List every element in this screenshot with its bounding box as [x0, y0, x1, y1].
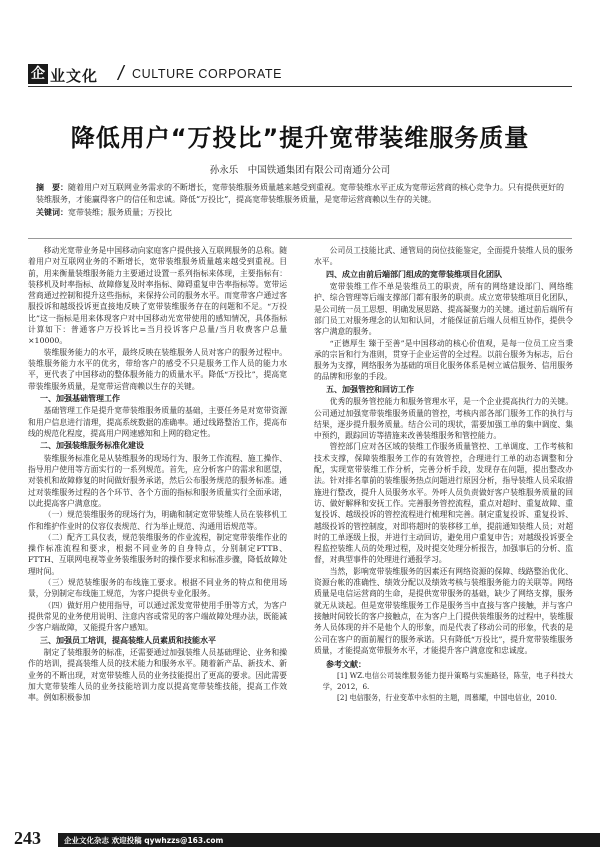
reference-item: [2] 电信服务，行业变革中永恒的主题，周慕耀，中国电信业，2010.: [337, 692, 557, 702]
section-heading: 二、加强装维服务标准化建设: [40, 441, 144, 451]
body-paragraph: “正德厚生 臻于至善”是中国移动的核心价值观，是每一位员工应当秉承的宗旨和行为准则，贯穿于企业运营的全过程。以前台服务为标志，后台服务为支撑，网络服务为基础的项目化服务体系是树立诚信服务、信用服务的品牌和形象的手段。: [314, 338, 573, 382]
abstract-label: 摘 要：: [36, 183, 68, 192]
body-paragraph: 管控部门应对各区域的装维工作服务质量管控、工单调度、工作考核和技术支撑，保障装维服务工作的有效管控，合理进行工单的动态调整和分配，实现宽带装维工作分析，完善分析手段，发现存在问题，提出整改办法。针对排名靠前的装维服务热点问题进行原因分析，指导装维人员采取措施进行整改，提升人员服务水平。外呼人员负责做好客户装维服务质量的回访、做好解释和安抚工作。完善服务管控流程，重点对超时、重复故障、重复投诉、越级投诉的管控流程进行梳理和完善。制定重复投诉、重复投诉、越级投诉的管控制度，对即将超时的装移移工单，提前通知装维人员；对超时的工单逐级上报，并进行主动回访，避免用户重复申告；对越级投诉要全程监控装维人员的处理过程，及时提交处理分析报告，加强事后的分析、监督，对典型事件的处理进行通报学习。: [314, 442, 573, 565]
keywords-line: [36, 207, 564, 219]
references-title: 参考文献：: [326, 660, 366, 670]
body-paragraph: 移动光宽带业务是中国移动向家庭客户提供接入互联网服务的总称。随着用户对互联网业务的不断增长，宽带装维服务质量越来越受到重视。目前，用来衡量装维服务能力主要通过设置一系列指标来体现，主要指标有：装移机及时率指标、故障修复及时率指标、障碍重复申告率指标等。宽带运营商通过控制和提升这些指标，来保持公司的服务水平。而宽带客户通过客服投诉和越级投诉更直接地反映了宽带装维服务存在的问题和不足。“万投比”这一指标是用来体现客户对中国移动光宽带使用的感知情况，具体指标计算如下：普通客户万投诉比=当月投诉客户总量/当月收费客户总量×10000。: [28, 246, 287, 346]
section-heading: 三、加强员工培训，提高装维人员素质和技能水平: [40, 635, 216, 645]
right-column: [314, 245, 573, 703]
footer-text: 企业文化杂志 欢迎投稿 qywhzzs@163.com: [64, 836, 224, 845]
section-title-cn: 业文化: [50, 67, 99, 85]
body-paragraph: 制定了装维服务的标准，还需要通过加强装维人员基础理论、业务和操作的培训，提高装维人员的技术能力和服务水平。随着新产品、新技术、新业务的不断出现，对宽带装维人员的业务技能提出了更高的要求。因此需要加大宽带装维人员的业务技能培训力度以提高宽带装维技能，提高工作效率。例如积极参加: [28, 648, 287, 703]
abstract-text: 随着用户对互联网业务需求的不断增长，宽带装维服务质量越来越受到重视。宽带装维水平正成为宽带运营商的核心竞争力。只有提供更好的装维服务，才能赢得客户的信任和忠诚。降低“万投比”，提高宽带装维服务质量，是宽带运营商赖以生存的关键。: [36, 183, 564, 205]
body-paragraph: （二）配齐工具仪表，规范装维服务的作业流程，制定宽带装维作业的操作标准流程和要求，根据不同业务的自身特点，分别制定FTTB、FTTH、互联网电视等业务装维服务时的操作要求和标准步骤，降低故障处理时间。: [28, 532, 287, 576]
article-title: 降低用户“万投比”提升宽带装维服务质量: [70, 124, 530, 152]
section-heading: 四、成立由前后端部门组成的宽带装维项目化团队: [326, 269, 502, 279]
body-paragraph: 优秀的服务管控能力和服务管理水平，是一个企业提高执行力的关键。公司通过加强宽带装维服务质量的管控，考核内部各部门服务工作的执行与结果，逐步提升服务质量。结合公司的现状，需要加强工单的集中调度、集中预约，跟踪回访等措施来改善装维服务和管控能力。: [314, 397, 573, 441]
section-logo: 企: [28, 64, 48, 84]
header-divider: [28, 86, 572, 87]
abstract-paragraph: [36, 182, 564, 207]
abstract-divider: [28, 238, 572, 239]
abstract: [36, 182, 564, 219]
left-column: [28, 245, 287, 703]
body-paragraph: 公司员工技能比武、通管局的岗位技能鉴定，全面提升装维人员的服务水平。: [314, 246, 573, 267]
article-author: 孙永乐 中国铁通集团有限公司南通分公司: [209, 165, 391, 176]
header: [28, 64, 572, 86]
body-paragraph: （三）规范装维服务的布线施工要求。根据不同业务的特点和使用场景，分别制定布线施工规范，为客户提供专业化服务。: [28, 578, 287, 599]
section-title-en: CULTURE CORPORATE: [132, 67, 283, 81]
section-heading: 一、加强基础管理工作: [40, 393, 120, 403]
keywords-label: 关键词：: [36, 207, 68, 217]
body-paragraph: （一）规范装维服务的现场行为，明确和制定宽带装维人员在装移机工作和维护作业时的仪容仪表规范、行为举止规范、沟通用语规范等。: [28, 510, 287, 531]
section-heading: 五、加强管控和回访工作: [326, 384, 414, 394]
body-paragraph: 装维服务标准化是从装维服务的现场行为、服务工作流程、施工操作、指导用户使用等方面实行的一系列规范。首先，应分析客户的需求和愿望，对装机和故障修复的时间做好服务承诺，然后公布服务规范的服务标准。通过对装维服务过程的各个环节、各个方面的指标和服务质量实行全面承诺，以此提高客户满意度。: [28, 453, 287, 508]
body-paragraph: 装维服务能力的水平，最终反映在装维服务人员对客户的服务过程中。装维服务能力水平的优劣，带给客户的感受不只是服务工作人员的能力水平，更代表了中国移动的整体服务能力的质量水平。降低“万投比”，提高宽带装维服务质量，是宽带运营商赖以生存的关键。: [28, 347, 287, 391]
body-paragraph: （四）做好用户使用指导，可以通过派发宽带使用手册等方式，为客户提供常见的业务使用说明、注意内容或常见的客户端故障处理办法，既能减少客户端故障，又能提升客户感知。: [28, 600, 287, 633]
body-paragraph: 当然，影响宽带装维服务的因素还有网络资源的保障、线路整治优化、资源台帐的准确性、绩效分配以及绩效考核与装维服务能力的关联等。网络质量是电信运营商的生命，是提供宽带服务的基础，缺少了网络支撑，服务就无从谈起。但是宽带装维服务工作是服务当中直接与客户接触，并与客户接触时间较长的客户接触点，在为客户上门提供装维服务的过程中，装维服务人员体现的并不是他个人的形象，而是代表了移动公司的形象，代表的是公司在客户的面前履行的服务承诺。只有降低“万投比”，提升宽带装维服务质量，才能提高宽带服务水平，才能提升客户满意度和忠诚度。: [314, 566, 573, 655]
reference-item: [1] WZ.电信公司装维服务能力提升策略与实施路径，陈莹，电子科技大学，2012，6.: [322, 671, 573, 691]
page-number: 243: [14, 828, 41, 848]
body-paragraph: 宽带装维工作不单是装维员工的职责，所有的网络建设部门、网络维护、综合管理等后端支撑部门都有服务的职责。成立宽带装维项目化团队，是公司统一员工思想、明确发展思路、提高凝聚力的关键。通过前后端所有部门员工对服务理念的认知和认同，才能保证前后端人员相互协作，提供令客户满意的服务。: [314, 282, 573, 337]
footer: [0, 828, 600, 850]
section-slash: /: [118, 63, 124, 85]
keywords-text: 宽带装维；服务质量；万投比: [68, 207, 172, 217]
body-paragraph: 基础管理工作是提升宽带装维服务质量的基础，主要任务是对宽带资源和用户信息进行清理，提高系统数据的准确率。通过线路整治工作，提高布线的规范化程度，提高用户网速感知和上网的稳定性。: [28, 406, 287, 438]
